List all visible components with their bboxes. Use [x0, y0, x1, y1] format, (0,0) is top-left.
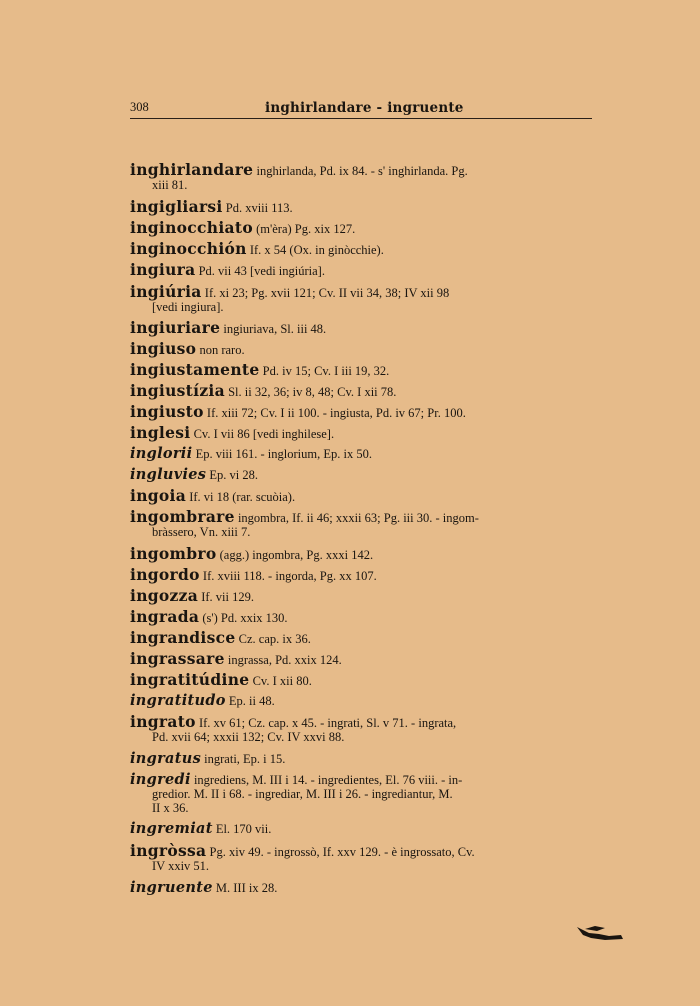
entry-headword: ingiúria	[130, 282, 202, 301]
dictionary-entry	[130, 423, 592, 442]
entry-headword: ingrandisce	[130, 628, 236, 647]
header-rule	[130, 118, 592, 119]
entry-text: If. vii 129.	[198, 590, 254, 604]
entry-text: El. 170 vii.	[212, 822, 272, 836]
entry-headword: ingiustamente	[130, 360, 260, 379]
entry-text: Sl. ii 32, 36; iv 8, 48; Cv. I xii 78.	[224, 385, 397, 399]
entry-headword: ingiuso	[130, 339, 197, 358]
entry-text: ingrassa, Pd. xxix 124.	[224, 653, 342, 667]
entry-text: Cz. cap. ix 36.	[235, 632, 311, 646]
entry-headword: inghirlandare	[130, 160, 254, 179]
entry-text: If. xv 61; Cz. cap. x 45. - ingrati, Sl. v 71. - ingrata,	[195, 716, 457, 730]
entry-text: If. xi 23; Pg. xvii 121; Cv. II vii 34, 38; IV xii 98	[201, 286, 450, 300]
dictionary-entry	[130, 197, 592, 216]
dictionary-entry	[130, 670, 592, 689]
entry-headword: inglorii	[130, 445, 193, 462]
entry-text: If. xiii 72; Cv. I ii 100. - ingiusta, Pd. iv 67; Pr. 100.	[203, 406, 466, 420]
entry-headword: ingredi	[130, 771, 191, 788]
entry-text: ingrati, Ep. i 15.	[201, 752, 286, 766]
entry-text: (m'èra) Pg. xix 127.	[252, 222, 356, 236]
entry-continuation: IV xxiv 51.	[152, 859, 210, 873]
dictionary-entry	[130, 507, 592, 539]
dictionary-entry	[130, 822, 592, 836]
entry-text: ingiuriava, Sl. iii 48.	[220, 322, 327, 336]
entry-text: ingrediens, M. III i 14. - ingredientes, El. 76 viii. - in-	[190, 773, 463, 787]
entry-headword: ingombrare	[130, 507, 235, 526]
entry-text: Ep. vi 28.	[206, 468, 258, 482]
entry-headword: ingoia	[130, 486, 187, 505]
dictionary-entry	[130, 381, 592, 400]
entry-headword: ingrada	[130, 607, 200, 626]
dictionary-entry	[130, 360, 592, 379]
page-header	[130, 97, 592, 121]
entry-headword: ingiusto	[130, 402, 204, 421]
entry-continuation: bràssero, Vn. xiii 7.	[152, 525, 251, 539]
dictionary-entry	[130, 339, 592, 358]
entry-text: Ep. viii 161. - inglorium, Ep. ix 50.	[192, 447, 372, 461]
entry-text: Cv. I xii 80.	[249, 674, 312, 688]
entry-headword: ingratitudo	[130, 692, 226, 709]
running-title: inghirlandare - ingruente	[265, 100, 464, 116]
dictionary-entry	[130, 694, 592, 708]
entry-text: Pd. xviii 113.	[222, 201, 293, 215]
entry-headword: ingiustízia	[130, 381, 225, 400]
dictionary-entry	[130, 318, 592, 337]
dictionary-entry	[130, 160, 592, 192]
entry-continuation: gredior. M. II i 68. - ingrediar, M. III i 26. - ingrediantur, M.	[152, 787, 453, 801]
entry-continuation: Pd. xvii 64; xxxii 132; Cv. IV xxvi 88.	[152, 730, 345, 744]
entry-headword: inginocchiato	[130, 218, 253, 237]
entry-continuation: xiii 81.	[152, 178, 188, 192]
entry-text: If. xviii 118. - ingorda, Pg. xx 107.	[199, 569, 377, 583]
entry-text: non raro.	[196, 343, 245, 357]
entry-headword: ingratus	[130, 750, 202, 767]
dictionary-entry	[130, 544, 592, 563]
entry-headword: ingiura	[130, 260, 196, 279]
entry-text: (s') Pd. xxix 130.	[199, 611, 288, 625]
entry-headword: ingordo	[130, 565, 200, 584]
dictionary-page	[130, 97, 592, 896]
dictionary-entry	[130, 486, 592, 505]
entry-headword: ingròssa	[130, 841, 207, 860]
entry-text: Pd. iv 15; Cv. I iii 19, 32.	[259, 364, 390, 378]
entry-headword: inginocchión	[130, 239, 247, 258]
entry-headword: ingratitúdine	[130, 670, 250, 689]
entry-continuation: [vedi ingiura].	[152, 300, 224, 314]
entry-headword: ingiuriare	[130, 318, 221, 337]
page-number: 308	[130, 100, 149, 114]
entry-headword: ingruente	[130, 879, 213, 896]
dictionary-entry	[130, 881, 592, 895]
dictionary-entry	[130, 260, 592, 279]
entry-text: (agg.) ingombra, Pg. xxxi 142.	[216, 548, 374, 562]
dictionary-entry	[130, 468, 592, 482]
entry-text: Pg. xiv 49. - ingrossò, If. xxv 129. - è ingrossato, Cv.	[206, 845, 475, 859]
dictionary-entry	[130, 239, 592, 258]
entry-headword: ingrassare	[130, 649, 225, 668]
dictionary-entry	[130, 773, 592, 815]
dictionary-entry	[130, 752, 592, 766]
dictionary-entry	[130, 586, 592, 605]
entry-text: M. III ix 28.	[212, 881, 278, 895]
dictionary-entry	[130, 402, 592, 421]
entry-headword: ingremiat	[130, 820, 213, 837]
entry-text: inghirlanda, Pd. ix 84. - s' inghirlanda. Pg.	[253, 164, 468, 178]
entry-text: Cv. I vii 86 [vedi inghilese].	[190, 427, 335, 441]
entry-text: If. x 54 (Ox. in ginòcchie).	[246, 243, 384, 257]
ink-mark	[575, 923, 625, 941]
entry-headword: inglesi	[130, 423, 191, 442]
dictionary-entry	[130, 447, 592, 461]
entry-headword: ingombro	[130, 544, 217, 563]
dictionary-entry	[130, 218, 592, 237]
entry-continuation: II x 36.	[152, 801, 189, 815]
dictionary-entry	[130, 841, 592, 873]
entry-headword: ingrato	[130, 712, 196, 731]
entry-text: Ep. ii 48.	[225, 694, 275, 708]
entry-headword: ingluvies	[130, 466, 207, 483]
dictionary-entry	[130, 607, 592, 626]
entry-text: If. vi 18 (rar. scuòia).	[186, 490, 296, 504]
dictionary-entry	[130, 649, 592, 668]
entry-text: ingombra, If. ii 46; xxxii 63; Pg. iii 30. - ingom-	[234, 511, 479, 525]
entry-headword: ingozza	[130, 586, 199, 605]
dictionary-entry	[130, 712, 592, 744]
dictionary-entry	[130, 565, 592, 584]
entry-headword: ingigliarsi	[130, 197, 223, 216]
dictionary-entry	[130, 282, 592, 314]
entry-text: Pd. vii 43 [vedi ingiúria].	[195, 264, 325, 278]
dictionary-entry	[130, 628, 592, 647]
